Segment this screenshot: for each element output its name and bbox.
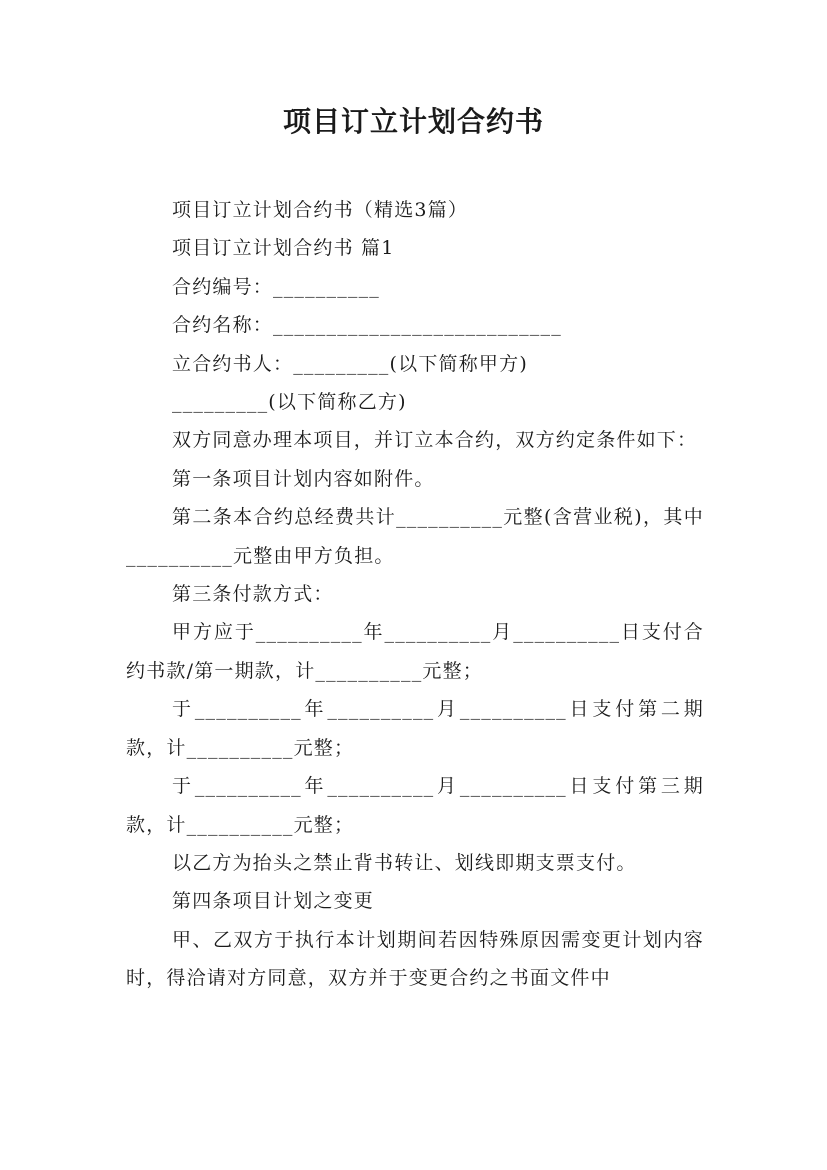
paragraph-contract-number: 合约编号：__________ (172, 275, 381, 298)
paragraph-article-2: 第二条本合约总经费共计__________元整(含营业税)，其中__________元整由甲方负担。 (126, 506, 704, 567)
paragraph-payment-2: 于__________年__________月__________日支付第二期款，计__________元整； (126, 698, 704, 759)
document-body (126, 191, 704, 998)
paragraph-article-1: 第一条项目计划内容如附件。 (172, 467, 435, 490)
paragraph-payment-1: 甲方应于__________年__________月__________日支付合约书款/第一期款，计__________元整； (126, 621, 704, 682)
paragraph-section-heading: 项目订立计划合约书 篇1 (172, 237, 395, 260)
document-title: 项目订立计划合约书 (282, 105, 544, 138)
paragraph-subtitle: 项目订立计划合约书（精选3篇） (172, 199, 469, 221)
paragraph-contract-name: 合约名称：___________________________ (172, 314, 562, 337)
paragraph-cheque: 以乙方为抬头之禁止背书转让、划线即期支票支付。 (172, 851, 637, 874)
paragraph-change: 甲、乙双方于执行本计划期间若因特殊原因需变更计划内容时，得洽请对方同意，双方并于变更合约之书面文件中 (126, 928, 704, 990)
paragraph-party-a: 立合约书人：_________(以下简称甲方) (172, 352, 528, 375)
paragraph-article-3: 第三条付款方式： (172, 583, 334, 606)
paragraph-payment-3: 于__________年__________月__________日支付第三期款，计__________元整； (126, 775, 704, 836)
paragraph-agreement: 双方同意办理本项目，并订立本合约，双方约定条件如下： (172, 429, 698, 452)
paragraph-party-b: _________(以下简称乙方) (172, 391, 407, 414)
paragraph-article-4: 第四条项目计划之变更 (172, 890, 375, 913)
